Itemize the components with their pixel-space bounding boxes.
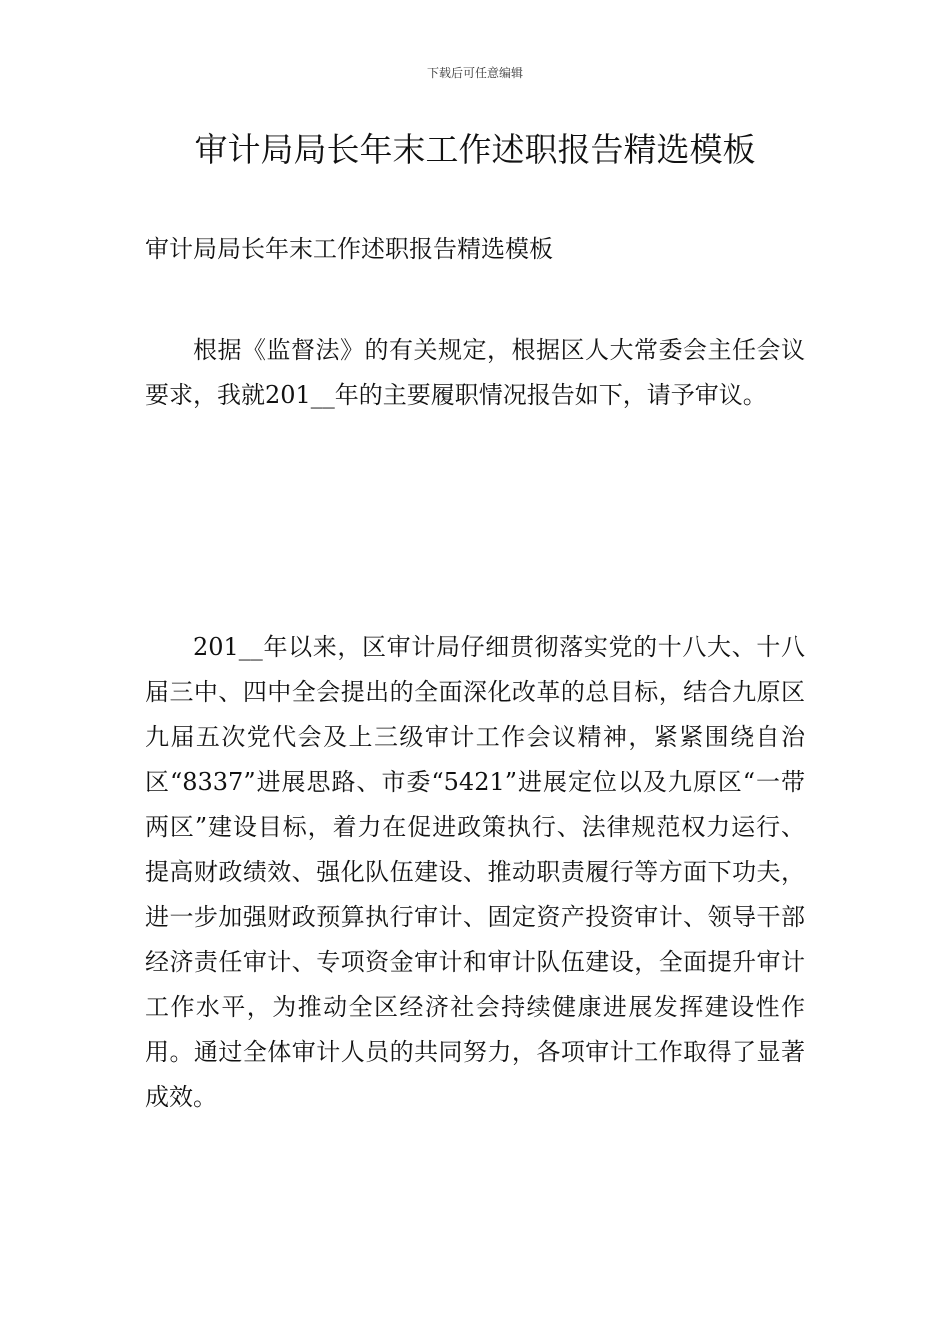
header-note: 下载后可任意编辑 xyxy=(426,66,523,80)
paragraph-summary: 201__年以来，区审计局仔细贯彻落实党的十八大、十八届三中、四中全会提出的全面深化改革的总目标，结合九原区九届五次党代会及上三级审计工作会议精神，紧紧围绕自治区“8337”进展思路、市委“5421”进展定位以及九原区“一带两区”建设目标，着力在促进政策执行、法律规范权力运行、提高财政绩效、强化队伍建设、推动职责履行等方面下功夫，进一步加强财政预算执行审计、固定资产投资审计、领导干部经济责任审计、专项资金审计和审计队伍建设，全面提升审计工作水平，为推动全区经济社会持续健康进展发挥建设性作用。通过全体审计人员的共同努力，各项审计工作取得了显著成效。 xyxy=(145,633,805,1111)
paragraph-intro: 根据《监督法》的有关规定，根据区人大常委会主任会议要求，我就201__年的主要履职情况报告如下，请予审议。 xyxy=(145,336,805,409)
document-subtitle: 审计局局长年末工作述职报告精选模板 xyxy=(145,235,553,263)
page-title: 审计局局长年末工作述职报告精选模板 xyxy=(194,130,756,169)
